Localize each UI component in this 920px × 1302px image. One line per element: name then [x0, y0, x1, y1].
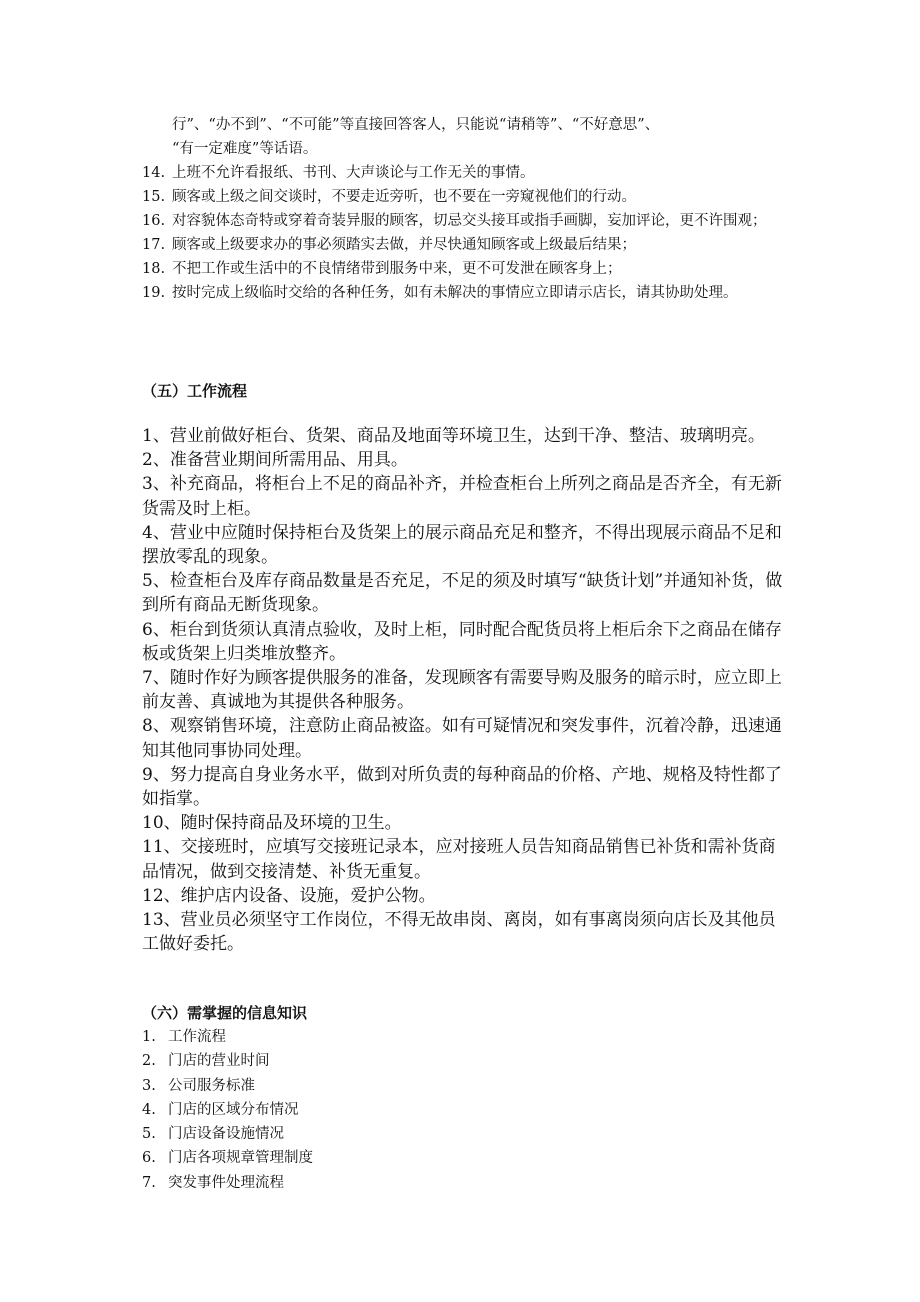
continuation-line: “有一定难度”等话语。: [172, 141, 318, 157]
workflow-item: 9、努力提高自身业务水平，做到对所负责的每种商品的价格、产地、规格及特性都了如指掌。: [142, 764, 782, 810]
list-item: [142, 1049, 313, 1073]
workflow-item: 2、准备营业期间所需用品、用具。: [142, 450, 408, 471]
item-text: 对容貌体态奇特或穿着奇装异服的顾客，切忌交头接耳或指手画脚，妄加评论，更不许围观；: [172, 213, 767, 229]
workflow-item: 10、随时保持商品及环境的卫生。: [142, 813, 402, 834]
list-item: [142, 233, 792, 257]
service-rules-list: [142, 161, 792, 305]
item-text: 门店各项规章管理制度: [168, 1150, 313, 1167]
item-text: 顾客或上级要求办的事必须踏实去做，并尽快通知顾客或上级最后结果；: [172, 237, 636, 253]
workflow-item: 11、交接班时，应填写交接班记录本，应对接班人员告知商品销售已补货和需补货商品情况，做到交接清楚、补货无重复。: [142, 837, 776, 882]
item-number: 15.: [142, 189, 166, 205]
list-item: [142, 281, 792, 305]
workflow-item: 7、随时作好为顾客提供服务的准备，发现顾客有需要导购及服务的暗示时，应立即上前友善、真诚地为其提供各种服务。: [142, 668, 782, 713]
item-number: 14.: [142, 165, 166, 181]
item-number: 6.: [142, 1150, 156, 1167]
knowledge-list: [142, 1025, 313, 1195]
item-number: 16.: [142, 213, 166, 229]
workflow-item: 4、营业中应随时保持柜台及货架上的展示商品充足和整齐，不得出现展示商品不足和摆放零乱的现象。: [142, 522, 782, 568]
item-number: 2.: [142, 1053, 156, 1070]
list-item: [142, 1098, 313, 1122]
list-item: [142, 257, 792, 281]
item-number: 5.: [142, 1126, 156, 1143]
item-text: 顾客或上级之间交谈时，不要走近旁听，也不要在一旁窥视他们的行动。: [172, 189, 636, 205]
item-number: 19.: [142, 285, 166, 301]
workflow-item: 13、营业员必须坚守工作岗位，不得无故串岗、离岗，如有事离岗须向店长及其他员工做好委托。: [142, 910, 776, 955]
list-item: [142, 1146, 313, 1170]
continuation-line: 行”、“办不到”、“不可能”等直接回答客人，只能说“请稍等”、“不好意思”、: [172, 117, 660, 133]
item-number: 17.: [142, 237, 166, 253]
item-text: 按时完成上级临时交给的各种任务，如有未解决的事情应立即请示店长，请其协助处理。: [172, 285, 738, 301]
workflow-item: 5、检查柜台及库存商品数量是否充足，不足的须及时填写“缺货计划”并通知补货，做到所有商品无断货现象。: [142, 571, 783, 616]
list-item: [142, 209, 792, 233]
workflow-item: 8、观察销售环境，注意防止商品被盗。如有可疑情况和突发事件，沉着冷静，迅速通知其他同事协同处理。: [142, 716, 782, 761]
list-item: [142, 1074, 313, 1098]
workflow-item: 3、补充商品，将柜台上不足的商品补齐，并检查柜台上所列之商品是否齐全，有无新货需及时上柜。: [142, 474, 782, 519]
item-number: 18.: [142, 261, 166, 277]
item-number: 1.: [142, 1029, 156, 1045]
item-text: 门店的营业时间: [168, 1053, 270, 1070]
item-text: 上班不允许看报纸、书刊、大声谈论与工作无关的事情。: [172, 165, 535, 181]
list-item: [142, 1025, 313, 1049]
list-item: [142, 161, 792, 185]
list-item: [142, 1171, 313, 1195]
item-number: 3.: [142, 1077, 156, 1094]
item-text: 突发事件处理流程: [168, 1174, 284, 1191]
workflow-list: [142, 424, 787, 956]
workflow-item: 6、柜台到货须认真清点验收，及时上柜，同时配合配货员将上柜后余下之商品在储存板或货架上归类堆放整齐。: [142, 619, 782, 664]
item-text: 工作流程: [168, 1029, 226, 1045]
workflow-item: 1、营业前做好柜台、货架、商品及地面等环境卫生，达到干净、整洁、玻璃明亮。: [142, 426, 765, 446]
section-5-heading: （五）工作流程: [142, 382, 248, 400]
item-text: 门店设备设施情况: [168, 1126, 284, 1143]
rule-13-continuation: [172, 113, 812, 161]
section-6-heading: （六）需掌握的信息知识: [142, 1004, 308, 1022]
item-number: 4.: [142, 1101, 156, 1118]
item-text: 公司服务标准: [168, 1077, 255, 1094]
workflow-item: 12、维护店内设备、设施，爱护公物。: [142, 885, 436, 906]
list-item: [142, 185, 792, 209]
list-item: [142, 1122, 313, 1146]
item-text: 门店的区域分布情况: [168, 1101, 299, 1118]
item-text: 不把工作或生活中的不良情绪带到服务中来，更不可发泄在顾客身上；: [172, 261, 622, 277]
item-number: 7.: [142, 1174, 156, 1191]
